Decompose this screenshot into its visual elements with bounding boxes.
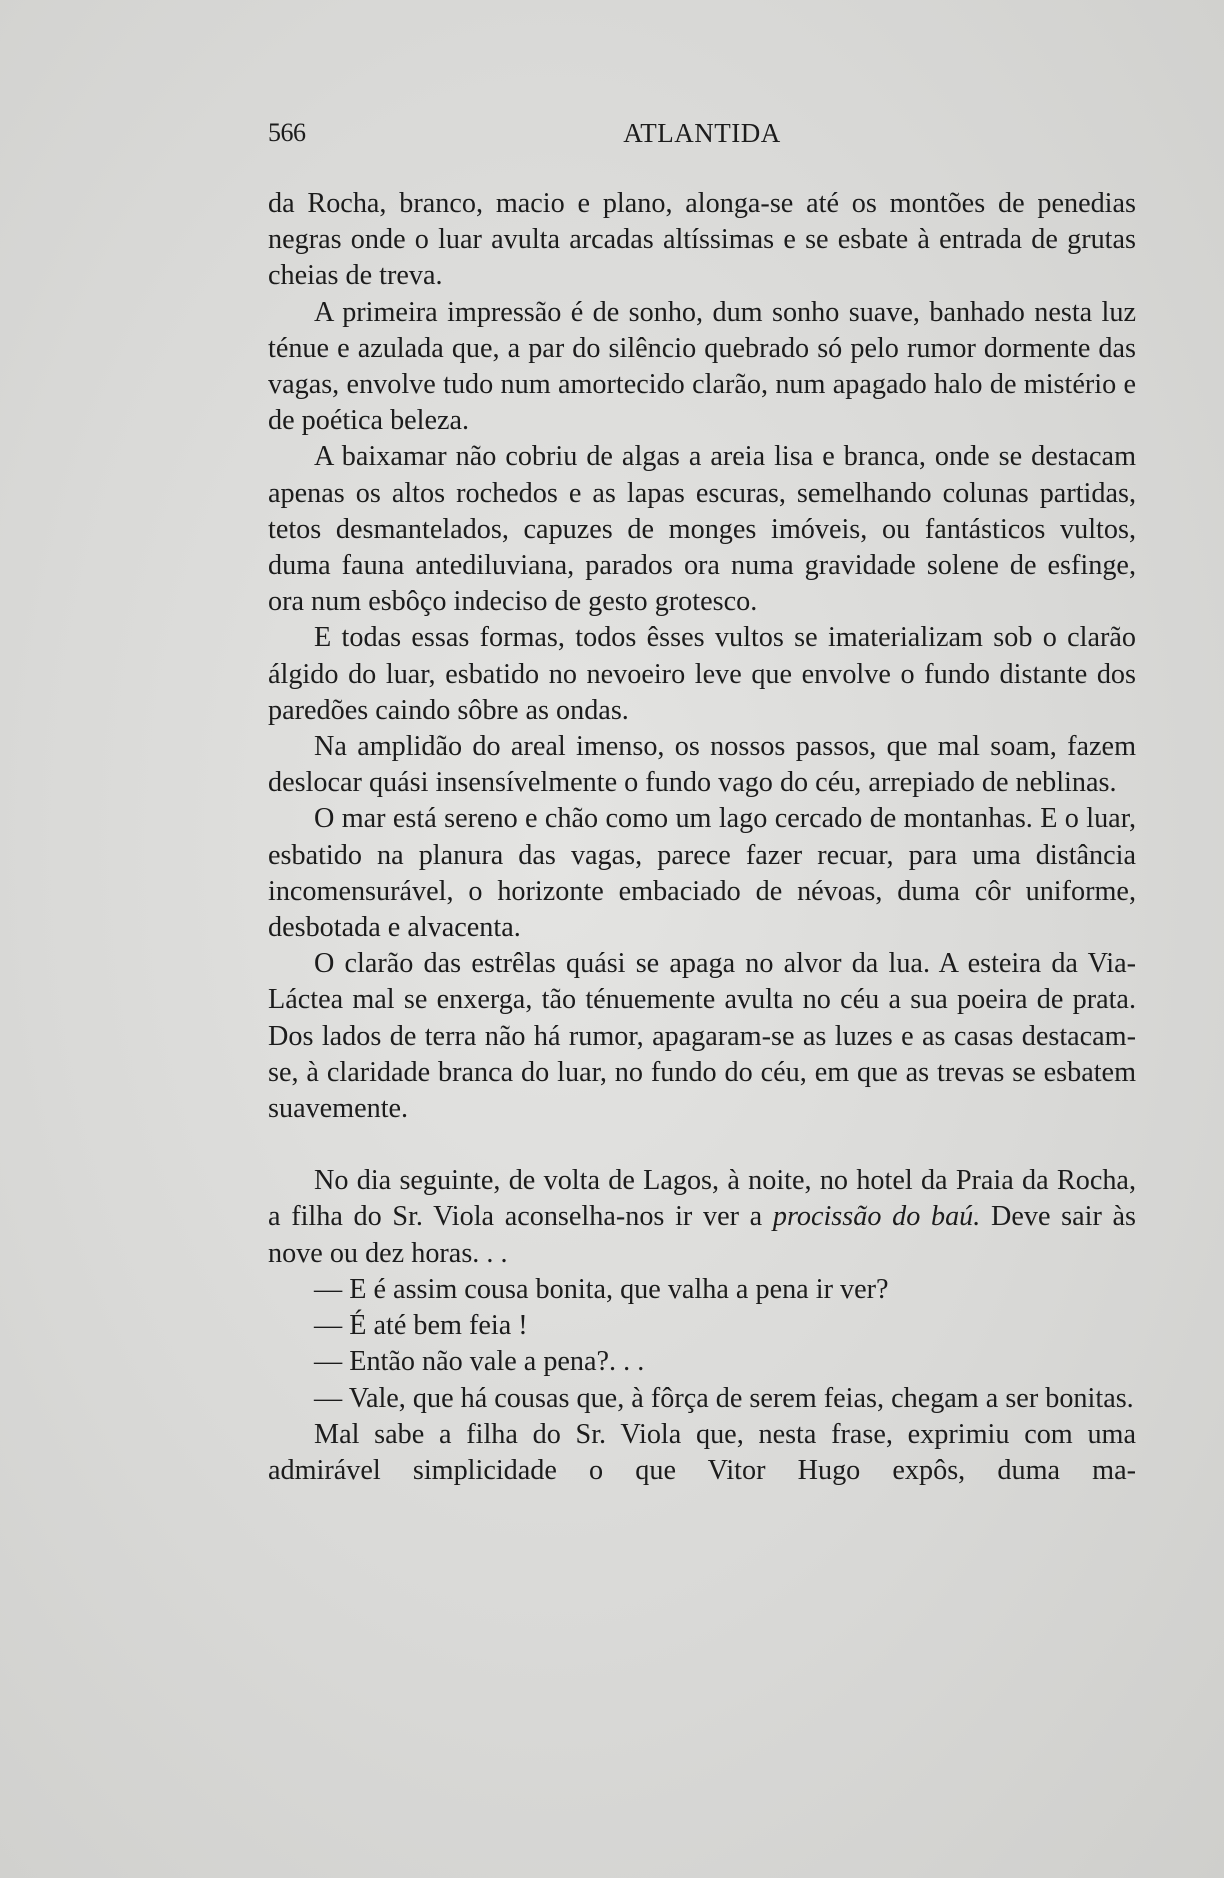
paragraph: da Rocha, branco, macio e plano, alonga-se até os montões de penedias negras onde o luar avulta arcadas altíssimas e se esbate à entrada de grutas cheias de treva. (268, 188, 1136, 292)
dialogue-line: — Então não vale a pena?. . . (314, 1346, 645, 1378)
paragraph: O mar está sereno e chão como um lago cercado de montanhas. E o luar, esbatido na planura das vagas, parece fazer recuar, para uma distância incomensurável, o horizonte embaciado de névoas, duma côr uniforme, desbotada e alvacenta. (268, 803, 1136, 944)
paragraph (268, 1163, 1136, 1272)
paragraph: Mal sabe a filha do Sr. Viola que, nesta frase, exprimiu com uma admirável simplicidade o que Vitor Hugo expôs, duma ma- (268, 1418, 1136, 1486)
paragraph: A primeira impressão é de sonho, dum sonho suave, banhado nesta luz ténue e azulada que, a par do silêncio quebrado só pelo rumor dormente das vagas, envolve tudo num amortecido clarão, num apagado halo de mistério e de poética beleza. (268, 296, 1136, 437)
paragraph-text: No dia seguinte, de volta de Lagos, à noite, no hotel da Praia da Rocha, a filha do Sr. Viola aconselha-nos ir ver a (268, 1165, 1136, 1233)
paragraph: A baixamar não cobriu de algas a areia lisa e branca, onde se destacam apenas os altos rochedos e as lapas escuras, semelhando colunas partidas, tetos desmantelados, capuzes de monges imóveis, ou fantásticos vultos, duma fauna antediluviana, parados ora numa gravidade solene de esfinge, ora num esbôço indeciso de gesto grotesco. (268, 441, 1136, 618)
running-title: ATLANTIDA (623, 118, 781, 148)
paragraph-text: Deve sair às nove ou dez horas. . . (268, 1201, 1137, 1269)
paragraph: O clarão das estrêlas quási se apaga no alvor da lua. A esteira da Via-Láctea mal se enxerga, tão ténuemente avulta no céu a sua poeira de prata. Dos lados de terra não há rumor, apagaram-se as luzes e as casas destacam-se, à claridade branca do luar, no fundo do céu, em que as trevas se esbatem suavemente. (268, 948, 1136, 1125)
paragraph: Na amplidão do areal imenso, os nossos passos, que mal soam, fazem deslocar quási insensívelmente o fundo vago do céu, arrepiado de neblinas. (268, 731, 1136, 799)
page-number: 566 (268, 118, 306, 147)
dialogue-line: — E é assim cousa bonita, que valha a pena ir ver? (314, 1273, 889, 1305)
dialogue-line: — Vale, que há cousas que, à fôrça de serem feias, chegam a ser bonitas. (314, 1382, 1134, 1414)
italic-phrase: procissão do baú. (772, 1201, 981, 1233)
body-text (268, 186, 1136, 1489)
page-header (268, 118, 1136, 158)
paragraph: E todas essas formas, todos êsses vultos se imaterializam sob o clarão álgido do luar, esbatido no nevoeiro leve que envolve o fundo distante dos paredões caindo sôbre as ondas. (268, 622, 1136, 726)
dialogue-line: — É até bem feia ! (314, 1310, 528, 1342)
